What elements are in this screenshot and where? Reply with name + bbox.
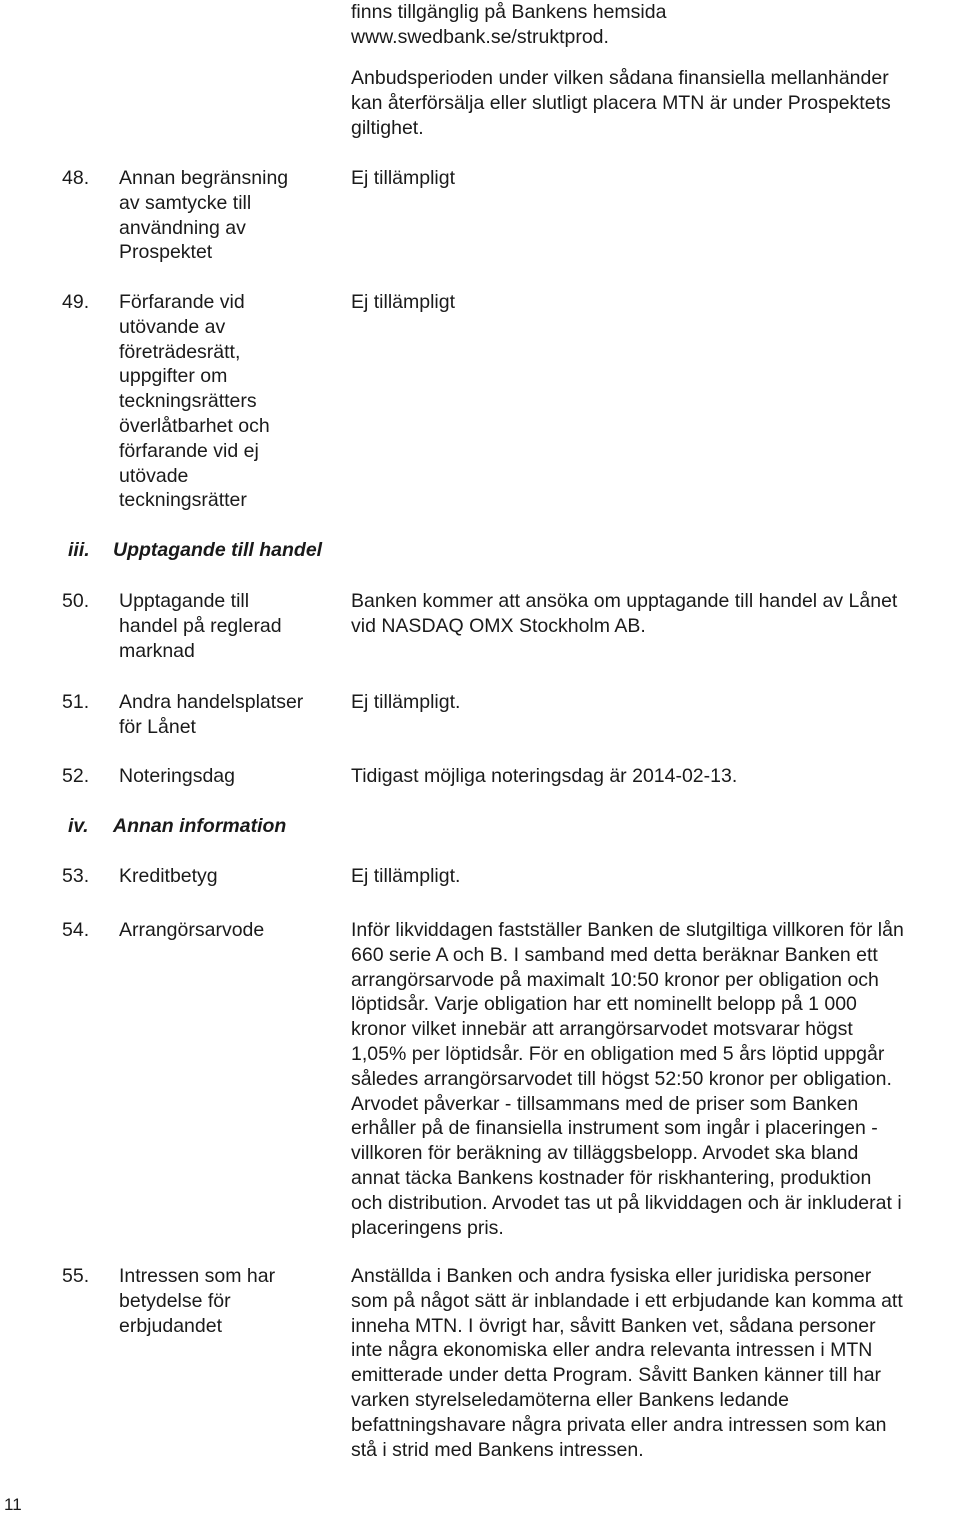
item-value: Banken kommer att ansöka om upptagande till handel av Lånet vid NASDAQ OMX Stockholm AB. [351, 590, 898, 637]
item-number: 50. [62, 590, 90, 612]
item-number: 54. [62, 919, 90, 941]
item-number: 48. [62, 167, 90, 189]
item-label: Annan begränsning av samtycke till användning av Prospektet [119, 167, 289, 264]
item-number: 49. [62, 291, 90, 313]
top-paragraph-1: finns tillgänglig på Bankens hemsida www.swedbank.se/struktprod. [351, 1, 667, 48]
item-value: Ej tillämpligt. [351, 691, 461, 713]
item-label: Arrangörsarvode [119, 919, 265, 941]
item-value: Tidigast möjliga noteringsdag är 2014-02-13. [351, 765, 738, 787]
page-number: 11 [4, 1495, 22, 1514]
item-value: Anställda i Banken och andra fysiska eller juridiska personer som på något sätt är inblandade i ett erbjudande kan komma att inneha MTN. I övrigt har, såvitt Banken vet, sådana personer inte några ekonomiska eller andra relevanta intressen i MTN emitterade under detta Program. Såvitt Banken känner till har varken styrelseledamöterna eller Bankens ledande befattningshavare några privata eller andra intressen som kan stå i strid med Bankens intressen. [351, 1265, 903, 1461]
item-number: 55. [62, 1265, 90, 1287]
item-label: Förfarande vid utövande av företrädesrätt, uppgifter om teckningsrätters överlåtbarhet och förfarande vid ej utövade teckningsrätter [119, 291, 270, 512]
item-value: Ej tillämpligt [351, 291, 456, 313]
item-label: Intressen som har betydelse för erbjudandet [119, 1265, 276, 1337]
item-label: Kreditbetyg [119, 865, 218, 887]
item-value: Ej tillämpligt [351, 167, 456, 189]
item-label: Andra handelsplatser för Lånet [119, 691, 304, 738]
item-label: Noteringsdag [119, 765, 235, 787]
item-number: 52. [62, 765, 90, 787]
item-number: 51. [62, 691, 90, 713]
section-title: Annan information [113, 815, 287, 837]
section-number: iii. [68, 539, 90, 561]
item-value: Inför likviddagen fastställer Banken de slutgiltiga villkoren för lån 660 serie A och B. I samband med detta beräknar Banken ett arrangörsarvode på maximalt 10:50 kronor per obligation och löptidsår. Varje obligation har ett nominellt belopp på 1 000 kronor vilket innebär att arrangörsarvodet motsvarar högst 1,05% per löptidsår. För en obligation med 5 års löptid uppgår således arrangörsarvodet till högst 52:50 kronor per obligation. Arvodet påverkar - tillsammans med de priser som Banken erhåller på de finansiella instrument som ingår i placeringen - villkoren för beräkning av tilläggsbelopp. Arvodet ska bland annat täcka Bankens kostnader för riskhantering, produktion och distribution. Arvodet tas ut på likviddagen och är inkluderat i placeringens pris. [351, 919, 904, 1239]
top-paragraph-2: Anbudsperioden under vilken sådana finansiella mellanhänder kan återförsälja eller slutligt placera MTN är under Prospektets giltighet. [351, 67, 891, 139]
item-label: Upptagande till handel på reglerad marknad [119, 590, 282, 662]
item-value: Ej tillämpligt. [351, 865, 461, 887]
section-title: Upptagande till handel [113, 539, 323, 561]
item-number: 53. [62, 865, 90, 887]
section-number: iv. [68, 815, 89, 837]
